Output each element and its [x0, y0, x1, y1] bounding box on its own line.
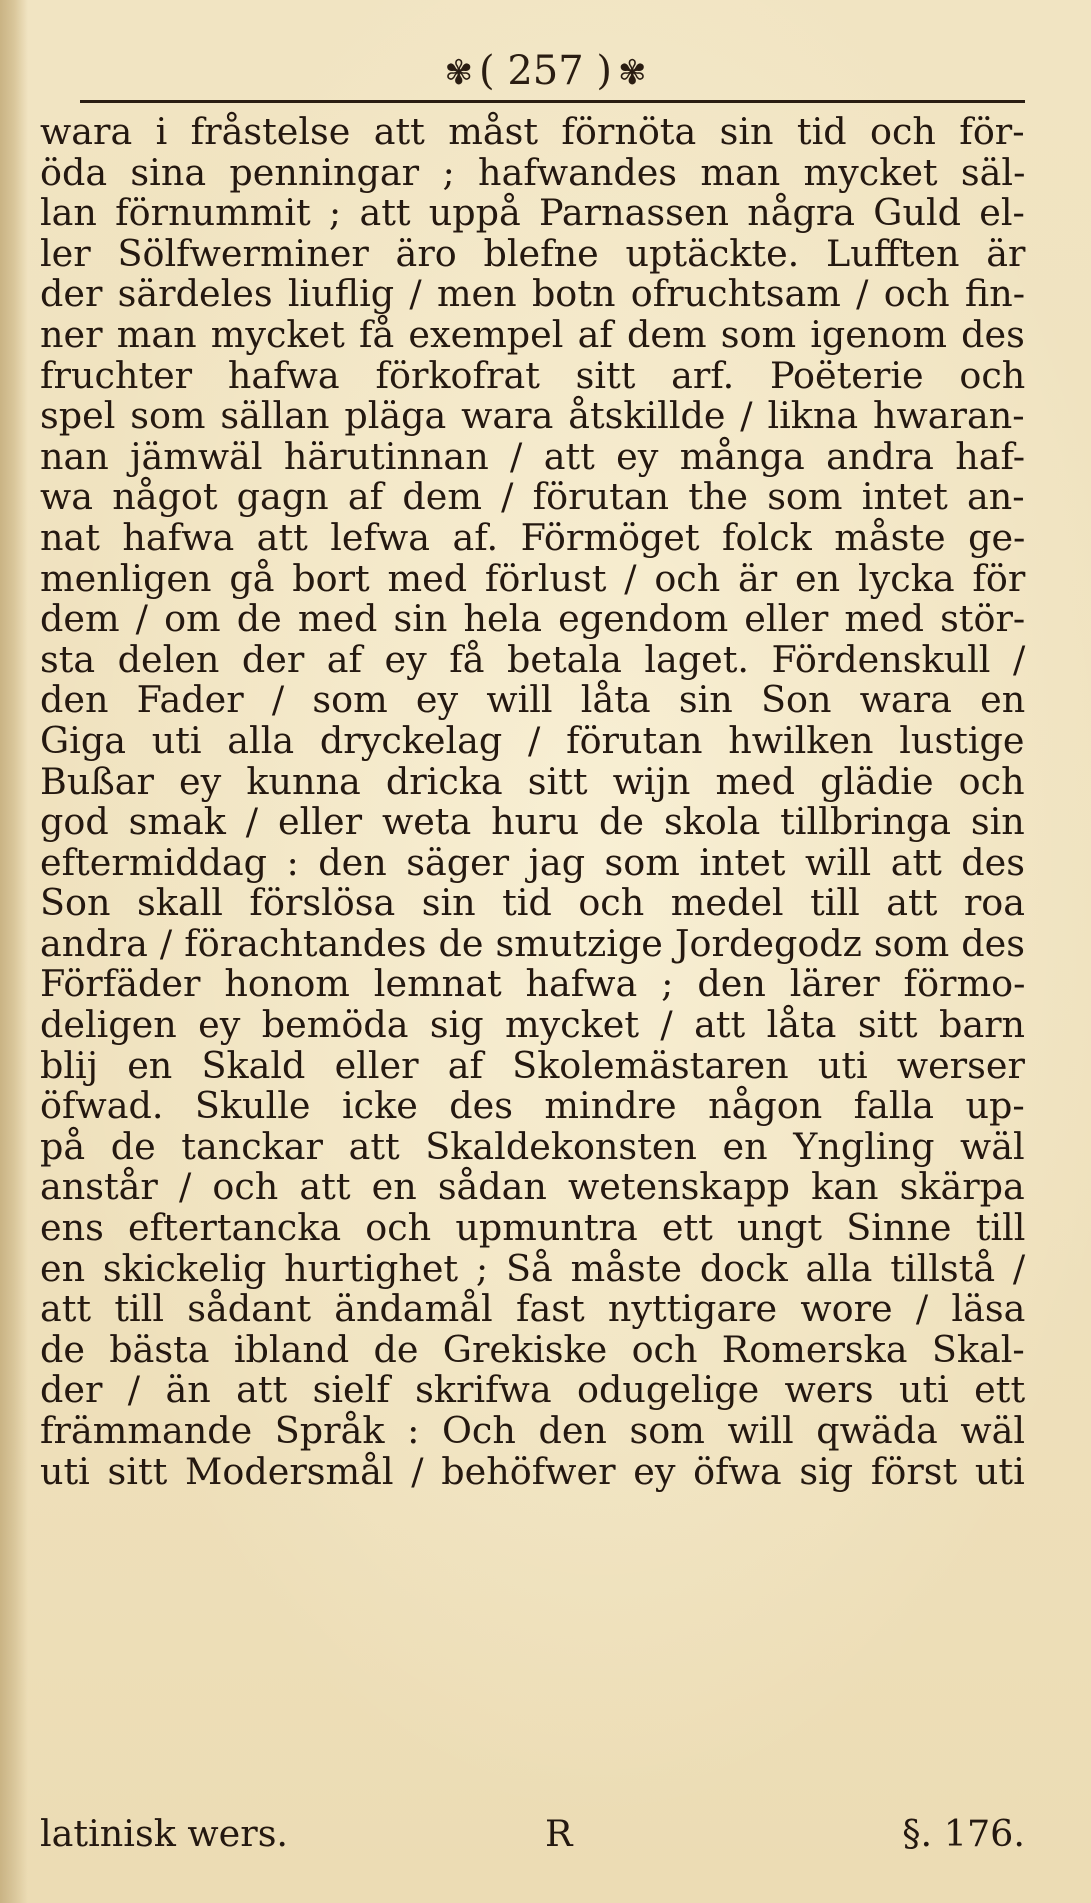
text-line: att till sådant ändamål fast nyttigare wore / läsa: [40, 1287, 1026, 1331]
text-line: de bästa ibland de Grekiske och Romerska Skal-: [40, 1327, 1025, 1371]
text-line: främmande Språk : Och den som will qwäda wäl: [40, 1409, 1026, 1452]
text-line: blij en Skald eller af Skolemästaren uti werser: [40, 1043, 1025, 1087]
text-line: wara i fråstelse att måst förnöta sin tid och för-: [40, 110, 1025, 153]
text-line: nat hafwa att lefwa af. Förmöget folck måste ge-: [40, 515, 1026, 559]
text-line: Son skall förslösa sin tid och medel till att roa: [40, 881, 1026, 925]
text-line: på de tanckar att Skaldekonsten en Yngling wäl: [40, 1124, 1025, 1168]
text-line: der / än att sielf skrifwa odugelige wers uti ett: [40, 1368, 1026, 1412]
text-line: Giga uti alla dryckelag / förutan hwilken lustige: [40, 718, 1025, 762]
text-line: Förfäder honom lemnat hafwa ; den lärer förmo-: [40, 962, 1026, 1006]
text-line: ler Sölfwerminer äro blefne uptäckte. Lufften är: [40, 231, 1026, 275]
text-line: deligen ey bemöda sig mycket / att låta sitt barn: [40, 1003, 1026, 1047]
page-footer: [40, 1812, 1025, 1854]
text-line: den Fader / som ey will låta sin Son wara en: [40, 678, 1026, 722]
text-line: ner man mycket få exempel af dem som igenom des: [40, 312, 1025, 356]
text-line: eftermiddag : den säger jag som intet will att des: [40, 840, 1026, 884]
text-line: fruchter hafwa förkofrat sitt arf. Poëterie och: [40, 353, 1026, 397]
text-line: uti sitt Modersmål / behöfwer ey öfwa sig först uti: [40, 1449, 1025, 1493]
text-line: sta delen der af ey få betala laget. Fördenskull /: [40, 637, 1026, 681]
text-line: öda sina penningar ; hafwandes man mycket säl-: [40, 150, 1026, 194]
text-line: spel som sällan pläga wara åtskillde / likna hwaran-: [40, 394, 1025, 438]
text-line: ens eftertancka och upmuntra ett ungt Sinne till: [40, 1206, 1026, 1250]
ornament-right-icon: ✾: [618, 53, 647, 93]
text-body: [40, 112, 1025, 1492]
text-line: menligen gå bort med förlust / och är en lycka för: [40, 556, 1026, 600]
text-line: wa något gagn af dem / förutan the som intet an-: [40, 475, 1025, 519]
text-line: der särdeles liuflig / men botn ofruchtsam / och fin-: [40, 272, 1026, 316]
text-line: nan jämwäl härutinnan / att ey många andra haf-: [40, 434, 1026, 478]
catchword: §. 176.: [902, 1812, 1025, 1855]
page-number: ( 257 ): [479, 48, 612, 94]
ornament-left-icon: ✾: [444, 53, 473, 93]
text-line: lan förnummit ; att uppå Parnassen några Guld el-: [40, 191, 1025, 235]
signature-mark: R: [545, 1812, 573, 1855]
text-line: öfwad. Skulle icke des mindre någon falla up-: [40, 1084, 1025, 1128]
text-line: andra / förachtandes de smutzige Jordegodz som des: [40, 921, 1025, 965]
text-line: Bußar ey kunna dricka sitt wijn med glädie och: [40, 759, 1025, 803]
text-line: dem / om de med sin hela egendom eller med stör-: [40, 597, 1026, 641]
text-line: en skickelig hurtighet ; Så måste dock alla tillstå /: [40, 1246, 1026, 1290]
page-header: [0, 48, 1091, 94]
header-rule: [80, 100, 1025, 103]
final-text-line: latinisk wers.: [40, 1812, 289, 1855]
page-gutter: [0, 0, 28, 1903]
text-line: god smak / eller weta huru de skola tillbringa sin: [40, 800, 1025, 844]
text-line: anstår / och att en sådan wetenskapp kan skärpa: [40, 1165, 1025, 1209]
